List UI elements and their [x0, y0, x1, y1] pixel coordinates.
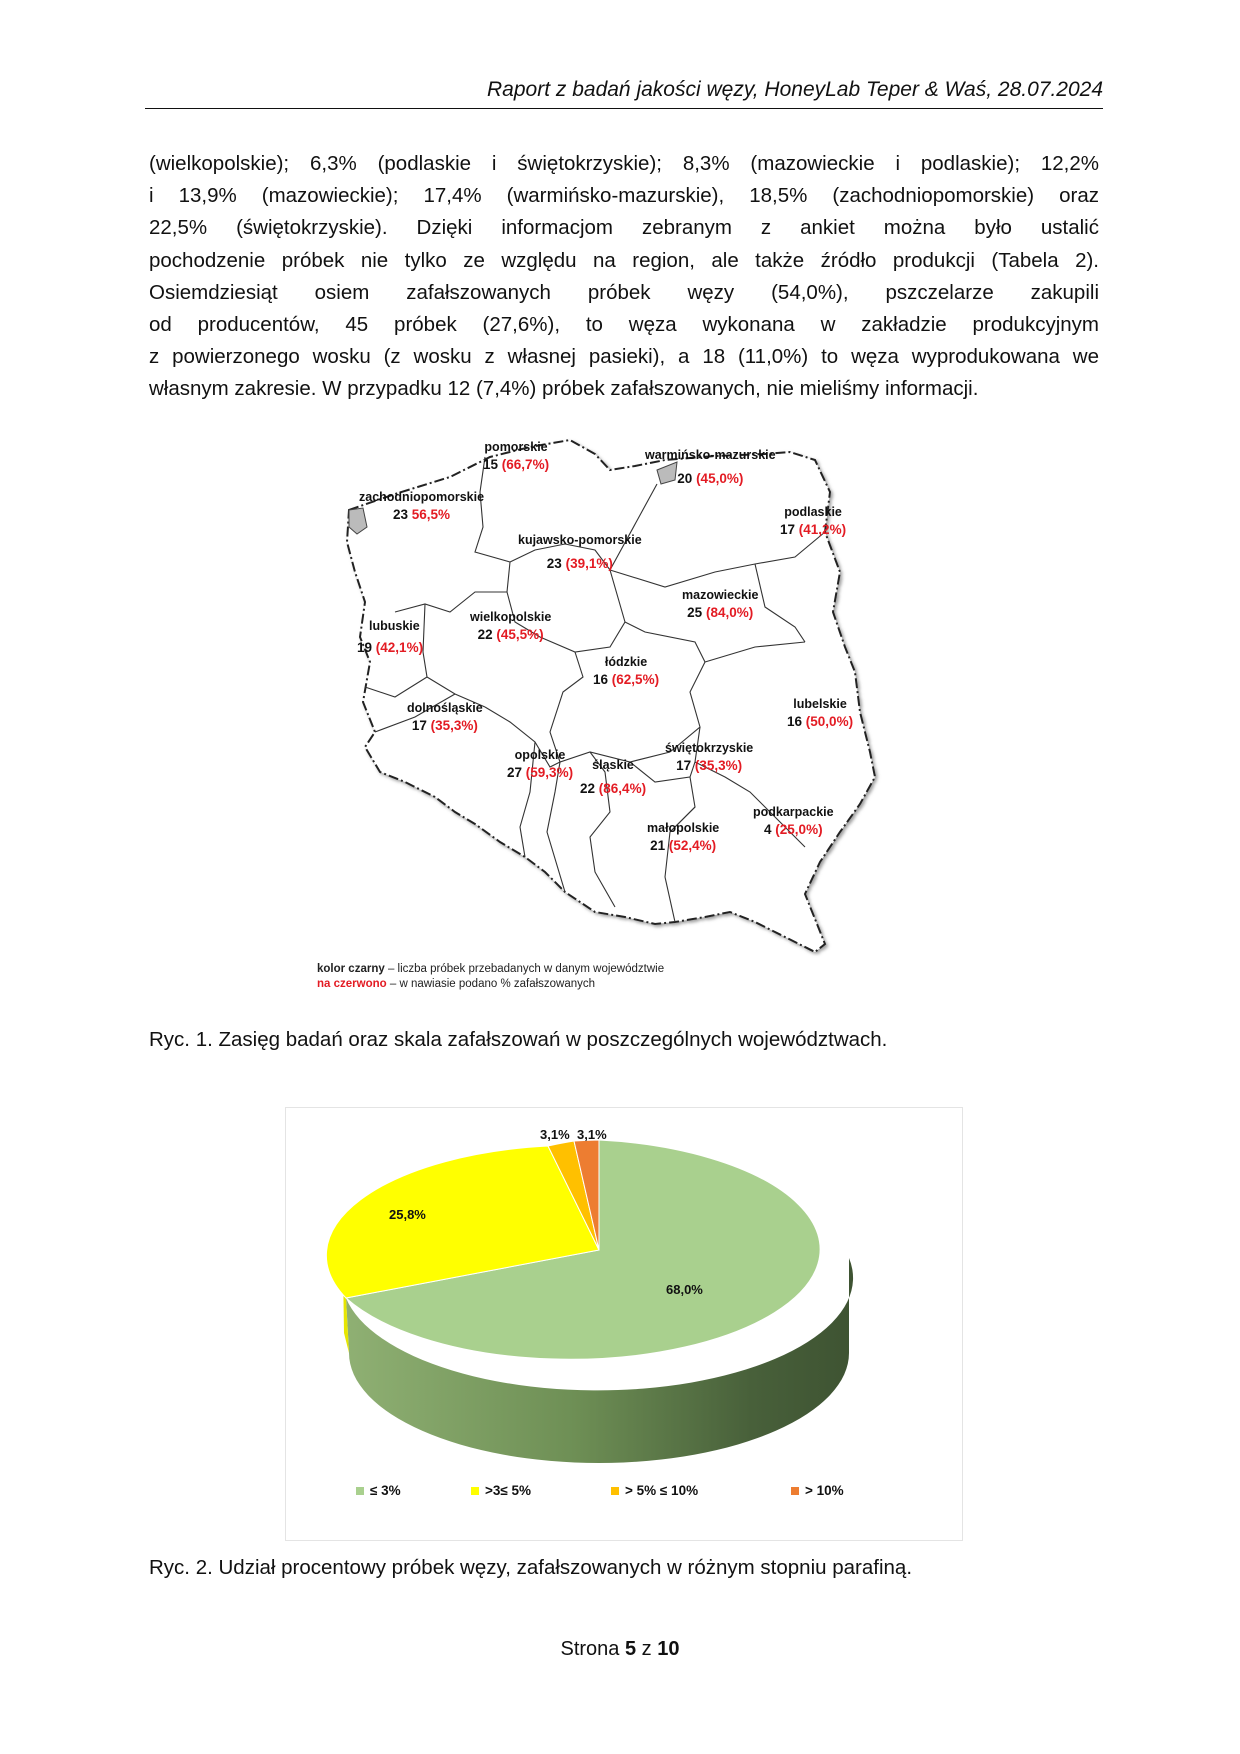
map-legend: [317, 962, 664, 992]
region-mazowieckie: mazowieckie 25 (84,0%): [682, 588, 759, 620]
legend-swatch-yellow: [471, 1487, 479, 1495]
region-lodzkie: łódzkie 16 (62,5%): [593, 655, 660, 687]
text-line: (wielkopolskie); 6,3% (podlaskie i świętokrzyskie); 8,3% (mazowieckie i podlaskie); 12,2%: [149, 152, 1099, 175]
text-line: 22,5% (świętokrzyskie). Dzięki informacjom zebranym z ankiet można było ustalić: [149, 216, 1099, 240]
pie-label-3-5: 25,8%: [389, 1207, 426, 1222]
legend-swatch-gold: [611, 1487, 619, 1495]
region-swietokrzyskie: świętokrzyskie 17 (35,3%): [665, 741, 754, 773]
pie-label-over-10: 3,1%: [577, 1127, 607, 1142]
region-zachodniopomorskie: zachodniopomorskie 23 56,5%: [359, 490, 485, 522]
legend-red-row: na czerwono – w nawiasie podano % zafałszowanych: [317, 978, 596, 990]
legend-swatch-orange: [791, 1487, 799, 1495]
legend-item-le-3: ≤ 3%: [356, 1483, 401, 1498]
page-number: Strona 5 z 10: [560, 1638, 680, 1660]
text-line: od producentów, 45 próbek (27,6%), to węza wykonana w zakładzie produkcyjnym: [149, 313, 1099, 337]
region-kujawsko-pomorskie: kujawsko-pomorskie 23 (39,1%): [518, 533, 642, 571]
region-malopolskie: małopolskie 21 (52,4%): [647, 821, 720, 853]
region-wielkopolskie: wielkopolskie 22 (45,5%): [470, 610, 552, 642]
region-podkarpackie: podkarpackie 4 (25,0%): [753, 805, 834, 837]
text-line: z powierzonego wosku (z wosku z własnej pasieki), a 18 (11,0%) to węza wyprodukowana we: [149, 345, 1099, 369]
region-slaskie: śląskie 22 (86,4%): [580, 758, 647, 796]
pie-label-5-10: 3,1%: [540, 1127, 570, 1142]
pie-chart: [285, 1107, 963, 1541]
region-warminsko-mazurskie: warmińsko-mazurskie 20 (45,0%): [645, 448, 776, 486]
body-paragraph: [149, 148, 1099, 406]
poland-voivodeship-map: [335, 432, 925, 992]
figure-1-caption: Ryc. 1. Zasięg badań oraz skala zafałszowań w poszczególnych województwach.: [149, 1028, 888, 1051]
region-lubelskie: lubelskie 16 (50,0%): [787, 697, 854, 729]
region-pomorskie: pomorskie 15 (66,7%): [483, 440, 550, 472]
legend-black-row: kolor czarny – liczba próbek przebadanych w danym województwie: [317, 963, 665, 975]
legend-item-5-10: > 5% ≤ 10%: [611, 1483, 698, 1498]
pie-chart-graphic: [286, 1108, 962, 1540]
text-line: własnym zakresie. W przypadku 12 (7,4%) próbek zafałszowanych, nie mieliśmy informacji.: [149, 377, 979, 401]
text-line: i 13,9% (mazowieckie); 17,4% (warmińsko-mazurskie), 18,5% (zachodniopomorskie) oraz: [149, 184, 1099, 208]
report-title: Raport z badań jakości węzy, HoneyLab Teper & Waś, 28.07.2024: [487, 78, 1103, 101]
page-header: [145, 76, 1103, 109]
legend-swatch-green: [356, 1487, 364, 1495]
region-opolskie: opolskie 27 (59,3%): [507, 748, 574, 780]
legend-item-over-10: > 10%: [791, 1483, 844, 1498]
region-dolnoslaskie: dolnośląskie 17 (35,3%): [407, 701, 483, 733]
text-line: Osiemdziesiąt osiem zafałszowanych próbek węzy (54,0%), pszczelarze zakupili: [149, 280, 1099, 304]
text-line: pochodzenie próbek nie tylko ze względu na region, ale także źródło produkcji (Tabela 2).: [149, 248, 1099, 272]
figure-2-caption: Ryc. 2. Udział procentowy próbek węzy, zafałszowanych w różnym stopniu parafiną.: [149, 1556, 913, 1579]
region-podlaskie: podlaskie 17 (41,2%): [780, 505, 847, 537]
pie-label-le-3: 68,0%: [666, 1282, 703, 1297]
legend-item-3-5: >3≤ 5%: [471, 1483, 531, 1498]
region-lubuskie: lubuskie 19 (42,1%): [357, 619, 424, 655]
chart-legend: [286, 1483, 962, 1503]
